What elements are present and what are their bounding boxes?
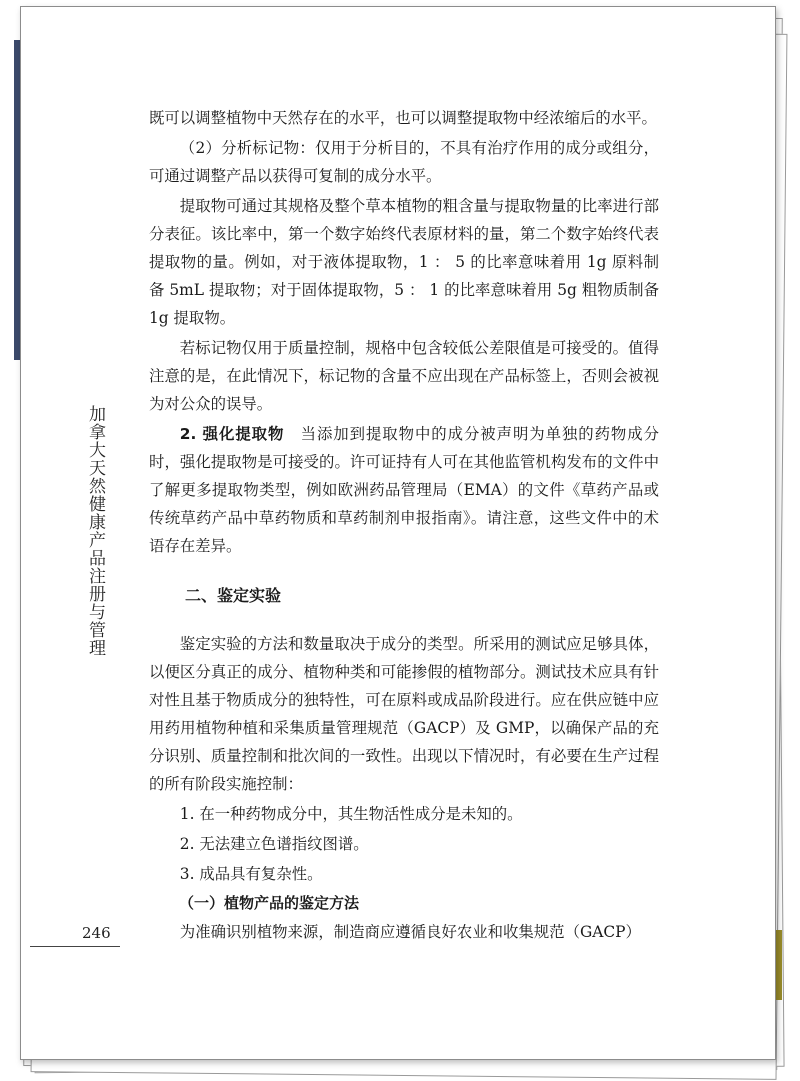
paragraph: （2）分析标记物：仅用于分析目的，不具有治疗作用的成分或组分，可通过调整产品以获得可复制的成分水平。 [149,139,659,185]
list-item: 3. 成品具有复杂性。 [179,865,323,883]
body-text [149,104,659,948]
paragraph: 鉴定实验的方法和数量取决于成分的类型。所采用的测试应足够具体，以便区分真正的成分、植物种类和可能掺假的植物部分。测试技术应具有针对性且基于物质成分的独特性，可在原料或成品阶段进行。应在供应链中应用药用植物种植和采集质量管理规范（GACP）及 GMP，以确保产品的充分识别、质量控制和批次间的一致性。出现以下情况时，有必要在生产过程的所有阶段实施控制： [149,635,659,793]
running-title: 加拿大天然健康产品注册与管理 [85,405,105,657]
paragraph-text: 当添加到提取物中的成分被声明为单独的药物成分时，强化提取物是可接受的。许可证持有人可在其他监管机构发布的文件中了解更多提取物类型，例如欧洲药品管理局（EMA）的文件《草药产品或传统草药产品中草药物质和草药制剂申报指南》。请注意，这些文件中的术语存在差异。 [149,425,659,555]
page-number: 246 [82,924,111,942]
paragraph: 若标记物仅用于质量控制，规格中包含较低公差限值是可接受的。值得注意的是，在此情况下，标记物的含量不应出现在产品标签上，否则会被视为对公众的误导。 [149,339,659,413]
paragraph [149,420,659,560]
section-heading: 二、鉴定实验 [185,586,282,605]
inline-heading: 2. 强化提取物 [179,425,285,443]
paragraph: 既可以调整植物中天然存在的水平，也可以调整提取物中经浓缩后的水平。 [149,109,657,127]
list-item: 2. 无法建立色谱指纹图谱。 [179,835,369,853]
subsection-heading: （一）植物产品的鉴定方法 [179,894,360,912]
list-item: 1. 在一种药物成分中，其生物活性成分是未知的。 [179,805,523,823]
paragraph: 提取物可通过其规格及整个草本植物的粗含量与提取物量的比率进行部分表征。该比率中，第一个数字始终代表原材料的量，第二个数字始终代表提取物的量。例如，对于液体提取物，1 ： 5 的比率意味着用 1g 原料制备 5mL 提取物；对于固体提取物，5 ： 1 的比率意味着用 5g 粗物质制备 1g 提取物。 [149,197,659,327]
paragraph: 为准确识别植物来源，制造商应遵循良好农业和收集规范（GACP） [179,923,641,941]
page-number-rule [30,946,120,947]
